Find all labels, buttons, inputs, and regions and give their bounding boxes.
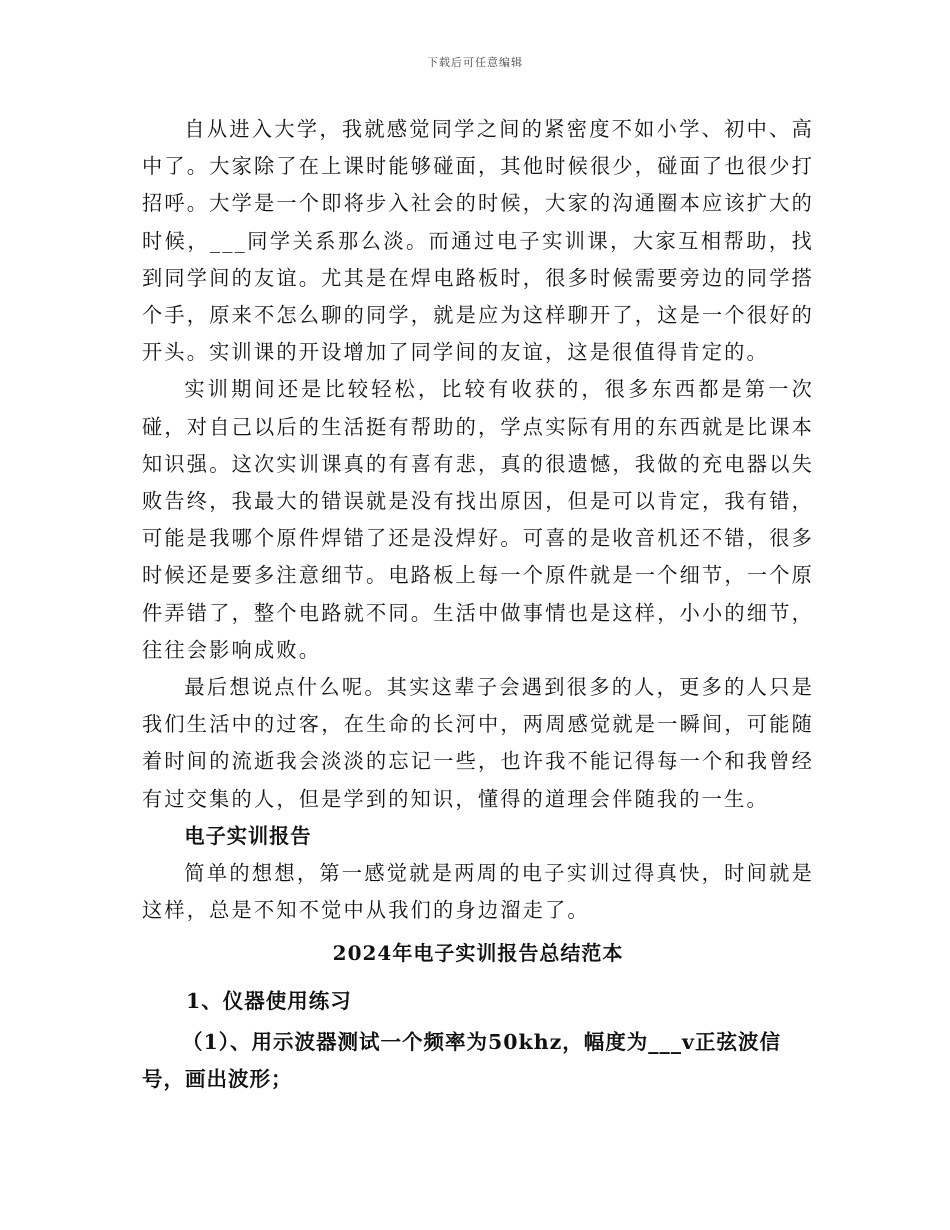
section-title: 2024年电子实训报告总结范本 xyxy=(332,941,624,965)
exercise-heading: 1、仪器使用练习 xyxy=(186,989,352,1013)
paragraph-3: 最后想说点什么呢。其实这辈子会遇到很多的人，更多的人只是我们生活中的过客，在生命的长河中，两周感觉就是一瞬间，可能随着时间的流逝我会淡淡的忘记一些，也许我不能记得每一个和我曾经有过交集的人，但是学到的知识，懂得的道理会伴随我的一生。 xyxy=(142,675,814,811)
paragraph-2: 实训期间还是比较轻松，比较有收获的，很多东西都是第一次碰，对自己以后的生活挺有帮助的，学点实际有用的东西就是比课本知识强。这次实训课真的有喜有悲，真的很遗憾，我做的充电器以失败告终，我最大的错误就是没有找出原因，但是可以肯定，我有错，可能是我哪个原件焊错了还是没焊好。可喜的是收音机还不错，很多时候还是要多注意细节。电路板上每一个原件就是一个细节，一个原件弄错了，整个电路就不同。生活中做事情也是这样，小小的细节，往往会影响成败。 xyxy=(142,377,814,662)
paragraph-1: 自从进入大学，我就感觉同学之间的紧密度不如小学、初中、高中了。大家除了在上课时能够碰面，其他时候很少，碰面了也很少打招呼。大学是一个即将步入社会的时候，大家的沟通圈本应该扩大的时候，___同学关系那么淡。而通过电子实训课，大家互相帮助，找到同学间的友谊。尤其是在焊电路板时，很多时候需要旁边的同学搭个手，原来不怎么聊的同学，就是应为这样聊开了，这是一个很好的开头。实训课的开设增加了同学间的友谊，这是很值得肯定的。 xyxy=(142,117,814,365)
report-subtitle: 电子实训报告 xyxy=(184,823,312,848)
exercise-block xyxy=(142,983,820,1099)
report-body xyxy=(142,111,814,929)
download-note: 下载后可任意编辑 xyxy=(427,56,523,69)
closing-paragraph: 简单的想想，第一感觉就是两周的电子实训过得真快，时间就是这样，总是不知不觉中从我们的身边溜走了。 xyxy=(142,861,814,923)
exercise-item: （1）、用示波器测试一个频率为50khz，幅度为___v正弦波信号，画出波形； xyxy=(142,1029,781,1091)
